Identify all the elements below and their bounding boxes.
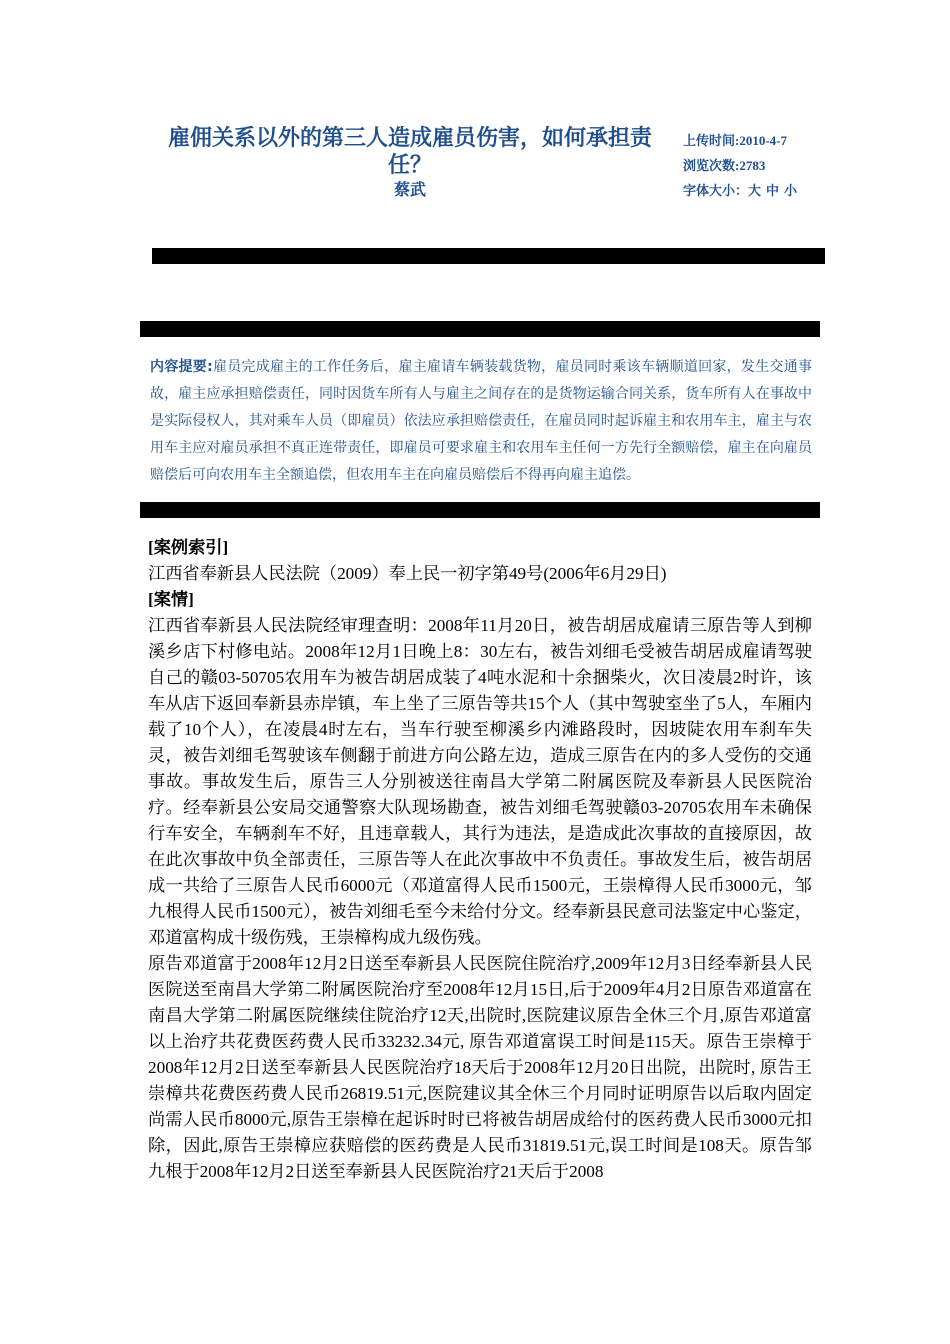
article-author: 蔡武 xyxy=(393,180,426,199)
case-facts-heading: [案情] xyxy=(148,590,194,609)
summary-text: 雇员完成雇主的工作任务后，雇主雇请车辆装载货物，雇员同时乘该车辆顺道回家，发生交通事故，雇主应承担赔偿责任，同时因货车所有人与雇主之间存在的是货物运输合同关系，货车所有人在事故中是实际侵权人，其对乘车人员（即雇员）依法应承担赔偿责任，在雇员同时起诉雇主和农用车主，雇主与农用车主应对雇员承担不真正连带责任，即雇员可要求雇主和农用车主任何一方先行全额赔偿，雇主在向雇员赔偿后可向农用车主全额追偿，但农用车主在向雇员赔偿后不得再向雇主追偿。 xyxy=(150,359,812,483)
font-size-medium-link[interactable]: 中 xyxy=(766,183,780,198)
font-size-row xyxy=(683,178,802,203)
views-row xyxy=(683,153,802,178)
upload-time-row xyxy=(683,128,802,153)
divider-bar-summary-top xyxy=(140,321,820,337)
case-index-heading: [案例索引] xyxy=(148,538,229,557)
article-body xyxy=(148,535,812,1185)
article-title: 雇佣关系以外的第三人造成雇员伤害，如何承担责任？ xyxy=(167,126,652,178)
summary-label: 内容提要: xyxy=(150,359,213,375)
divider-bar-summary-bottom xyxy=(140,502,820,518)
upload-time-label: 上传时间: xyxy=(683,133,740,148)
article-meta xyxy=(683,128,802,203)
divider-bar-top xyxy=(152,248,825,264)
case-index-text: 江西省奉新县人民法院（2009）奉上民一初字第49号(2006年6月29日) xyxy=(148,564,667,583)
font-size-large-link[interactable]: 大 xyxy=(748,183,762,198)
upload-time-value: 2010-4-7 xyxy=(739,133,788,148)
summary-block xyxy=(150,354,812,489)
case-facts-paragraph-2: 原告邓道富于2008年12月2日送至奉新县人民医院住院治疗,2009年12月3日经奉新县人民医院送至南昌大学第二附属医院治疗至2008年12月15日,后于2009年4月2日原告邓道富在南昌大学第二附属医院继续住院治疗12天,出院时,医院建议原告全休三个月,原告邓道富以上治疗共花费医药费人民币33232.34元, 原告邓道富误工时间是115天。原告王崇樟于2008年12月2日送至奉新县人民医院治疗18天后于2008年12月20日出院，出院时, 原告王崇樟共花费医药费人民币26819.51元,医院建议其全休三个月同时证明原告以后取内固定尚需人民币8000元,原告王崇樟在起诉时时已将被告胡居成给付的医药费人民币3000元扣除，因此,原告王崇樟应获赔偿的医药费是人民币31819.51元,误工时间是108天。原告邹九根于2008年12月2日送至奉新县人民医院治疗21天后于2008 xyxy=(148,954,812,1181)
case-facts-paragraph-1: 江西省奉新县人民法院经审理查明：2008年11月20日，被告胡居成雇请三原告等人到柳溪乡店下村修电站。2008年12月1日晚上8：30左右，被告刘细毛受被告胡居成雇请驾驶自己的赣03-50705农用车为被告胡居成装了4吨水泥和十余捆柴火，次日凌晨2时许，该车从店下返回奉新县赤岸镇，车上坐了三原告等共15个人（其中驾驶室坐了5人，车厢内载了10个人），在凌晨4时左右，当车行驶至柳溪乡内滩路段时，因坡陡农用车刹车失灵，被告刘细毛驾驶该车侧翻于前进方向公路左边，造成三原告在内的多人受伤的交通事故。事故发生后，原告三人分别被送往南昌大学第二附属医院及奉新县人民医院治疗。经奉新县公安局交通警察大队现场勘查，被告刘细毛驾驶赣03-20705农用车未确保行车安全，车辆刹车不好，且违章载人，其行为违法，是造成此次事故的直接原因，故在此次事故中负全部责任，三原告等人在此次事故中不负责任。事故发生后，被告胡居成一共给了三原告人民币6000元（邓道富得人民币1500元，王崇樟得人民币3000元，邹九根得人民币1500元），被告刘细毛至今未给付分文。经奉新县民意司法鉴定中心鉴定，邓道富构成十级伤残，王崇樟构成九级伤残。 xyxy=(148,616,812,947)
font-size-label: 字体大小： xyxy=(683,183,749,198)
views-label: 浏览次数: xyxy=(683,158,740,173)
font-size-small-link[interactable]: 小 xyxy=(784,183,798,198)
views-value: 2783 xyxy=(739,158,766,173)
